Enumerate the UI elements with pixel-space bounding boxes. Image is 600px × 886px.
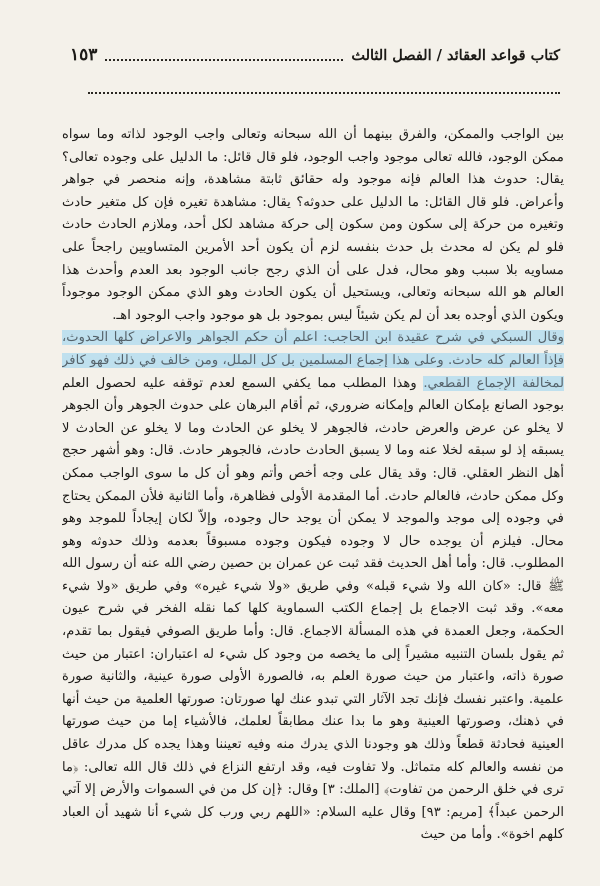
page-number: ١٥٣: [70, 45, 98, 65]
paragraph-2: [62, 327, 564, 847]
header-dotted-leader: [105, 49, 343, 61]
paragraph-1: بين الواجب والممكن، والفرق بينهما أن الله سبحانه وتعالى واجب الوجود لذاته وما سواه ممكن الوجود، فالله تعالى موجود واجب الوجود، فلو قال قائل: ما الدليل على وجوده تعالى؟ يقال: حدوث هذا العالم فإنه موجود وله حقائق ثابتة مشاهدة، وإنه منحصر في جواهر وأعراض. فلو قال القائل: ما الدليل على حدوثه؟ يقال: مشاهدة تغيره فإن كل متغير حادث وتغيره من حركة إلى سكون ومن سكون إلى حركة مشاهد لكل أحد، وملازم الحادث حادث فلو لم يكن له محدث بل حدث بنفسه لزم أن يكون أحد الأمرين المتساويين راجحاً على مساويه بلا سبب وهو محال، فدل على أن الذي رجح جانب الوجود بعد العدم وأحدث هذا العالم هو الله سبحانه وتعالى، ويستحيل أن يكون الحادث وهو الذي ممكن الوجود موجوداً ويكون الذي أوجده بعد أن لم يكن شيئاً ليس بموجود بل هو موجود واجب الوجود اهـ.: [62, 127, 564, 323]
running-header: [70, 42, 560, 68]
header-dotted-rule: [88, 92, 560, 94]
book-title: كتاب قواعد العقائد / الفصل الثالث: [351, 46, 560, 64]
highlighted-quote[interactable]: وقال السبكي في شرح عقيدة ابن الحاجب: اعلم أن حكم الجواهر والاعراض كلها الحدوث، فإذاً العالم كله حادث. وعلى هذا إجماع المسلمين بل كل الملل، ومن خالف في ذلك فهو كافر لمخالفة الإجماع القطعي.: [62, 330, 564, 391]
paragraph-2-continuation: وهذا المطلب مما يكفي السمع لعدم توقفه عليه لحصول العلم بوجود الصانع بإمكان العالم وإمكانه ضروري، ثم أقام البرهان على حدوث الجوهر وأن الجوهر لا يخلو عن عرض والعرض حادث، فالجوهر لا يخلو عن الحادث وما لا يخلو عن الحادث لا يسبقه إذ لو سبقه لخلا عنه وما لا يسبق الحادث حادث، فالجوهر حادث. قال: وهو أشهر حجج أهل النظر العقلي. قال: وقد يقال على وجه أخص وأتم وهو أن كل ما سوى الواجب ممكن وكل ممكن حادث، فالعالم حادث. أما المقدمة الأولى فظاهرة، وأما الثانية فلأن الممكن يحتاج في وجوده إلى موجد والموجد لا يمكن أن يوجد حال وجوده، وإلاّ لكان إيجاداً للموجد وهو محال. فيلزم أن يوجده حال لا وجوده فيكون وجوده مسبوقاً بعدمه وذلك حدوثه وهو المطلوب. قال: وأما أهل الحديث فقد ثبت عن عمران بن حصين رضي الله عنه أن رسول الله ﷺ قال: «كان الله ولا شيء قبله» وفي طريق «ولا شيء غيره» وفي طريق «ولا شيء معه». وقد ثبت الاجماع بل إجماع الكتب السماوية كلها كما نقله الفخر في شرح عيون الحكمة، وجعل العمدة في هذه المسألة الاجماع. قال: وأما طريق الصوفي فيقول بما تقدم، ثم يقول بلسان التنبيه مشيراً إلى ما يخصه من وجود كل شيء له اعتباران: اعتبار من حيث صورة ذاته، واعتبار من حيث صورة العلم به، فالصورة الأولى صورة عينية، والثانية صورة علمية. واعتبر نفسك فإنك تجد الآثار التي تبدو عنك لها صورتان: صورتها العلمية من حيث أنها في ذهنك، وصورتها العينية وهو ما بدا عنك مطابقاً لعلمك، فالأشياء إما من حيث صورتها العينية فحادثة قطعاً وذلك هو وجودنا الذي يدرك منه وفيه تعيننا وهذا يجده كل مدرك عاقل من نفسه والعالم كله متماثل. ولا تفاوت فيه، وقد ارتفع النزاع في ذلك قال الله تعالى: ﴿ما ترى في خلق الرحمن من تفاوت﴾ [الملك: ٣] وقال: ﴿إن كل من في السموات والأرض إلا آتي الرحمن عبداً﴾ [مريم: ٩٣] وقال عليه السلام: «اللهم ربي ورب كل شيء أنا شهيد أن العباد كلهم اخوة». وأما من حيث: [62, 375, 564, 843]
body-text: [62, 124, 564, 864]
